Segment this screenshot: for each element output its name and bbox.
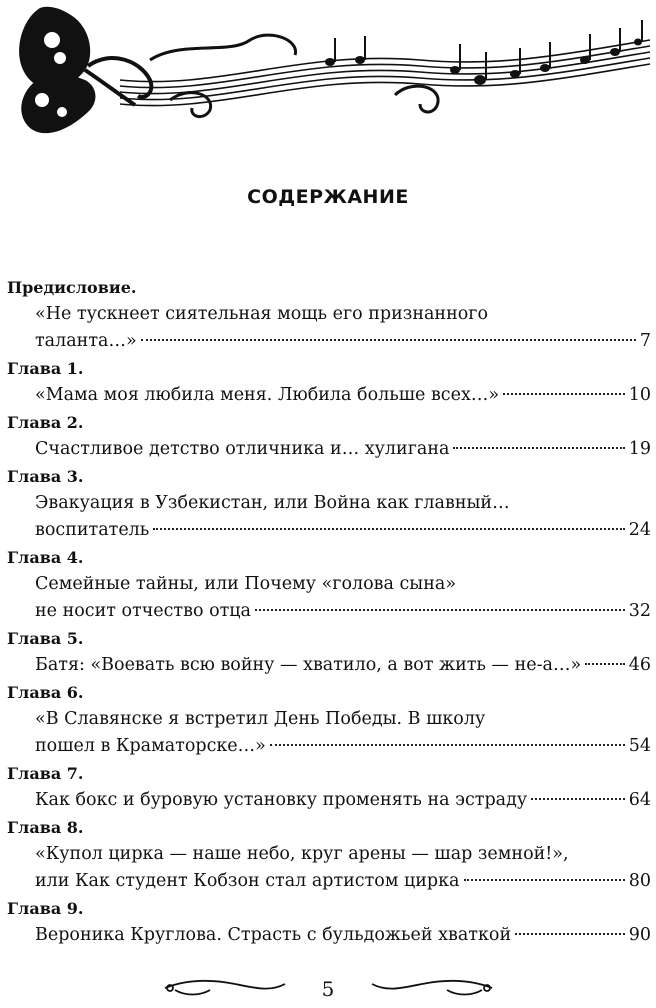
toc-entry-text: «Не тускнеет сиятельная мощь его признанного (35, 304, 488, 324)
toc-page-number: 80 (628, 871, 651, 891)
dot-leader (141, 339, 636, 341)
toc-page-number: 64 (628, 790, 651, 810)
toc-page-number: 32 (628, 601, 651, 621)
toc-chapter-heading: Глава 4. (7, 548, 84, 567)
toc-entry-text: таланта…» (35, 331, 137, 351)
toc-entry[interactable] (7, 301, 651, 355)
table-of-contents (7, 274, 651, 949)
toc-page-number: 54 (628, 736, 651, 756)
toc-section (7, 814, 651, 895)
toc-chapter-heading: Глава 6. (7, 683, 84, 702)
toc-entry-text: Эвакуация в Узбекистан, или Война как главный… (35, 493, 510, 513)
music-notes (325, 20, 643, 85)
butterfly-music-ornament (0, 0, 656, 150)
toc-chapter-heading: Глава 8. (7, 818, 84, 837)
dot-leader (255, 609, 625, 611)
dot-leader (453, 447, 624, 449)
right-flourish-icon (372, 981, 492, 995)
toc-section (7, 355, 651, 409)
toc-chapter-heading: Глава 1. (7, 359, 84, 378)
toc-entry-text: пошел в Краматорске…» (35, 736, 266, 756)
toc-section (7, 760, 651, 814)
toc-entry[interactable] (7, 652, 651, 679)
dot-leader (153, 528, 624, 530)
toc-section (7, 463, 651, 544)
toc-entry-text: Семейные тайны, или Почему «голова сына» (35, 574, 457, 594)
dot-leader (503, 393, 625, 395)
toc-entry[interactable] (7, 490, 651, 544)
toc-entry-text: Как бокс и буровую установку променять на эстраду (35, 790, 528, 810)
toc-entry-text: «В Славянске я встретил День Победы. В школу (35, 709, 486, 729)
toc-section (7, 625, 651, 679)
toc-entry[interactable] (7, 436, 651, 463)
toc-entry-text: воспитатель (35, 520, 150, 540)
left-flourish-icon (165, 981, 285, 995)
toc-section (7, 409, 651, 463)
toc-entry[interactable] (7, 706, 651, 760)
butterfly-icon (19, 7, 151, 133)
dot-leader (464, 879, 625, 881)
toc-entry-text: или Как студент Кобзон стал артистом цирка (35, 871, 460, 891)
page-number: 5 (321, 977, 335, 1001)
dot-leader (531, 798, 625, 800)
toc-chapter-heading: Глава 5. (7, 629, 84, 648)
toc-page-number: 46 (628, 655, 651, 675)
toc-entry-text: Батя: «Воевать всю войну — хватило, а вот жить — не-а…» (35, 655, 582, 675)
page-title: СОДЕРЖАНИЕ (247, 186, 409, 208)
toc-page-number: 24 (628, 520, 651, 540)
toc-chapter-heading: Глава 3. (7, 467, 84, 486)
dot-leader (585, 663, 625, 665)
toc-chapter-heading: Предисловие. (7, 278, 137, 297)
toc-entry[interactable] (7, 841, 651, 895)
dot-leader (270, 744, 625, 746)
toc-chapter-heading: Глава 2. (7, 413, 84, 432)
toc-entry-text: Вероника Круглова. Страсть с бульдожьей хваткой (35, 925, 512, 945)
toc-chapter-heading: Глава 7. (7, 764, 84, 783)
toc-entry-text: «Купол цирка — наше небо, круг арены — шар земной!», (35, 844, 569, 864)
toc-page-number: 10 (628, 385, 651, 405)
toc-entry-text: не носит отчество отца (35, 601, 251, 621)
toc-entry-text: Счастливое детство отличника и… хулигана (35, 439, 450, 459)
toc-section (7, 679, 651, 760)
toc-page-number: 19 (628, 439, 651, 459)
toc-chapter-heading: Глава 9. (7, 899, 84, 918)
toc-section (7, 895, 651, 949)
toc-entry[interactable] (7, 382, 651, 409)
toc-entry[interactable] (7, 922, 651, 949)
dot-leader (515, 933, 625, 935)
music-staff (120, 40, 650, 106)
toc-entry[interactable] (7, 787, 651, 814)
toc-page-number: 90 (628, 925, 651, 945)
toc-entry[interactable] (7, 571, 651, 625)
toc-entry-text: «Мама моя любила меня. Любила больше всех…» (35, 385, 500, 405)
toc-section (7, 274, 651, 355)
toc-page-number: 7 (639, 331, 651, 351)
toc-section (7, 544, 651, 625)
